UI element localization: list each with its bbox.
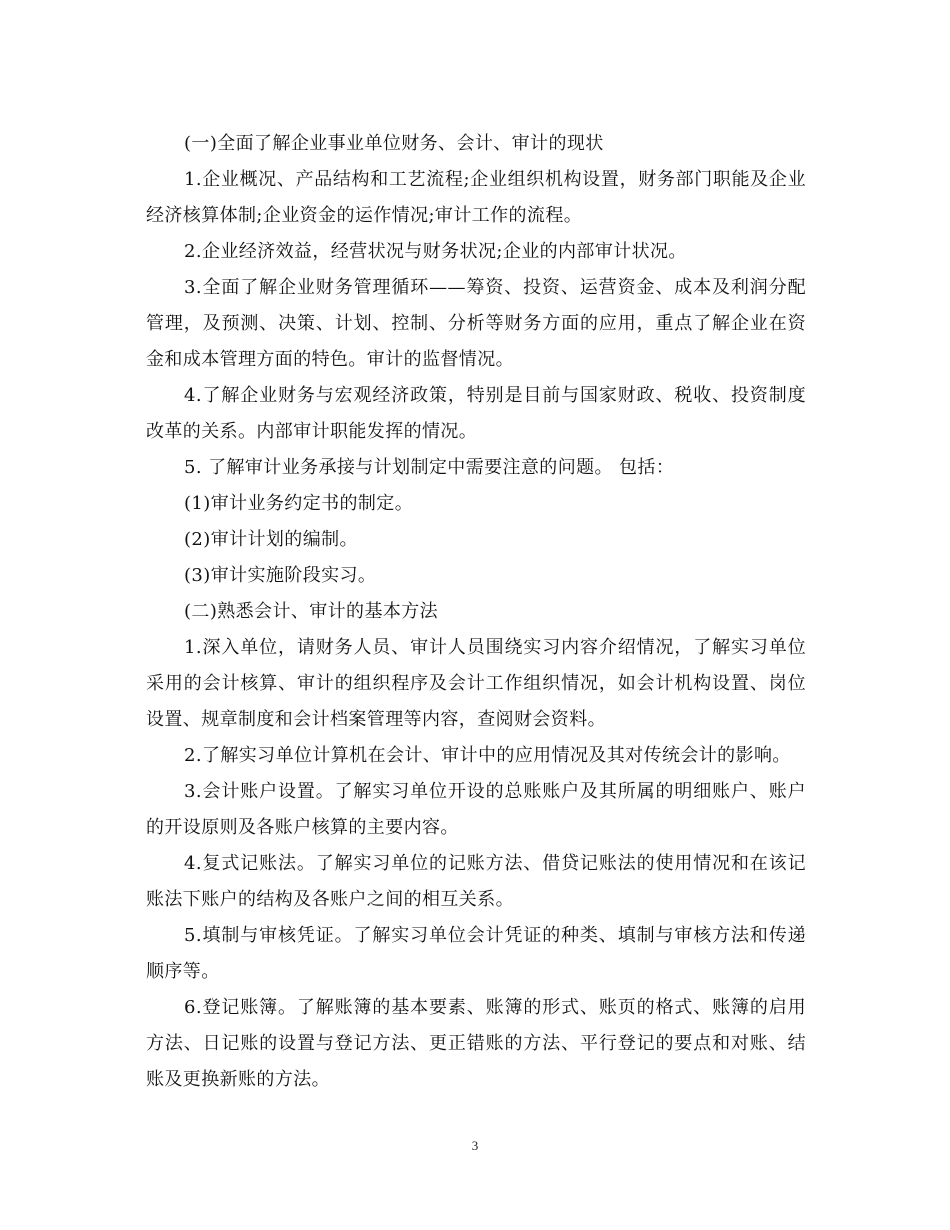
paragraph: 4.了解企业财务与宏观经济政策，特别是目前与国家财政、税收、投资制度改革的关系。内部审计职能发挥的情况。 [146, 385, 806, 442]
list-item: (1)审计业务约定书的制定。 [184, 493, 414, 514]
paragraph: 5. 了解审计业务承接与计划制定中需要注意的问题。 包括： [184, 457, 675, 478]
section-heading-1: (一)全面了解企业事业单位财务、会计、审计的现状 [184, 133, 604, 154]
list-item: (3)审计实施阶段实习。 [184, 565, 377, 586]
section-heading-2: (二)熟悉会计、审计的基本方法 [184, 601, 439, 622]
paragraph: 2.了解实习单位计算机在会计、审计中的应用情况及其对传统会计的影响。 [184, 745, 791, 766]
list-item: (2)审计计划的编制。 [184, 529, 358, 550]
paragraph: 5.填制与审核凭证。了解实习单位会计凭证的种类、填制与审核方法和传递顺序等。 [146, 925, 806, 982]
paragraph: 1.企业概况、产品结构和工艺流程;企业组织机构设置，财务部门职能及企业经济核算体制;企业资金的运作情况;审计工作的流程。 [146, 169, 806, 226]
paragraph: 3.全面了解企业财务管理循环——筹资、投资、运营资金、成本及利润分配管理，及预测、决策、计划、控制、分析等财务方面的应用，重点了解企业在资金和成本管理方面的特色。审计的监督情况。 [146, 277, 806, 370]
page-number: 3 [471, 1138, 479, 1153]
document-body [146, 126, 806, 1098]
paragraph: 6.登记账簿。了解账簿的基本要素、账簿的形式、账页的格式、账簿的启用方法、日记账的设置与登记方法、更正错账的方法、平行登记的要点和对账、结账及更换新账的方法。 [146, 997, 806, 1090]
paragraph: 2.企业经济效益，经营状况与财务状况;企业的内部审计状况。 [184, 241, 687, 262]
paragraph: 1.深入单位，请财务人员、审计人员围绕实习内容介绍情况，了解实习单位采用的会计核算、审计的组织程序及会计工作组织情况，如会计机构设置、岗位设置、规章制度和会计档案管理等内容，查阅财会资料。 [146, 637, 806, 730]
paragraph: 3.会计账户设置。了解实习单位开设的总账账户及其所属的明细账户、账户的开设原则及各账户核算的主要内容。 [146, 781, 806, 838]
paragraph: 4.复式记账法。了解实习单位的记账方法、借贷记账法的使用情况和在该记账法下账户的结构及各账户之间的相互关系。 [146, 853, 806, 910]
